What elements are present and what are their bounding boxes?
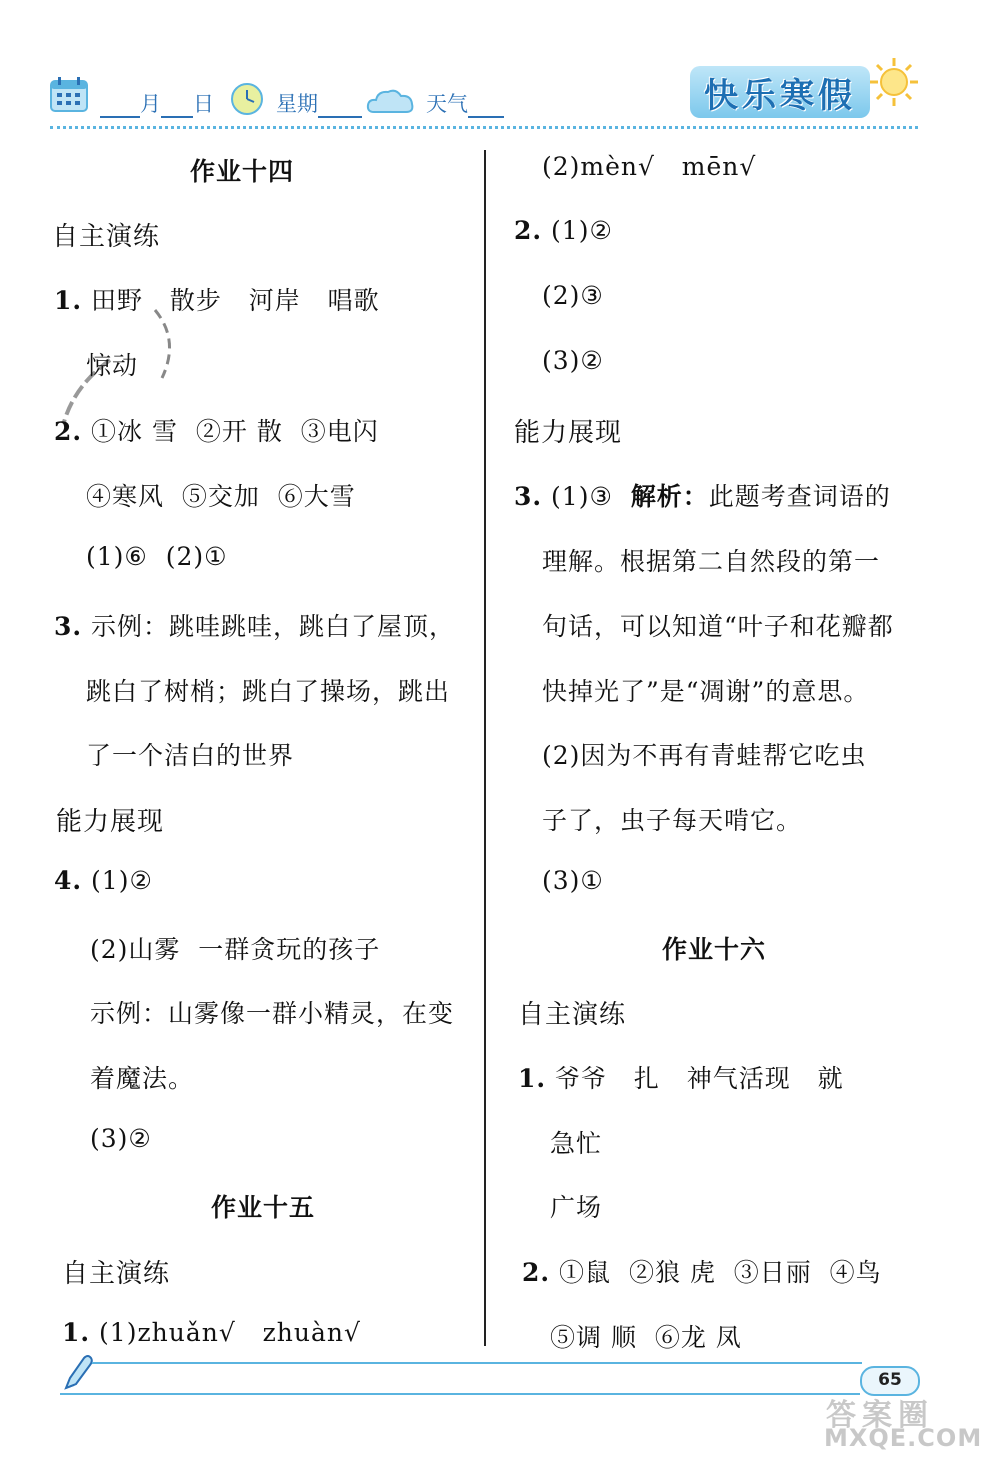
answer-text: 能力展现 bbox=[514, 418, 623, 448]
answer-text: 了一个洁白的世界 bbox=[86, 741, 295, 770]
brand-title: 快乐寒假 bbox=[690, 66, 870, 118]
section-heading bbox=[62, 1253, 170, 1290]
answer-text: 快掉光了”是“凋谢”的意思。 bbox=[542, 677, 870, 706]
answer-line bbox=[90, 930, 380, 966]
answer-text: 急忙 bbox=[550, 1129, 603, 1158]
answer-line bbox=[54, 866, 153, 895]
weekday-field bbox=[276, 88, 362, 118]
answer-line bbox=[542, 801, 802, 837]
answer-text: 着魔法。 bbox=[90, 1064, 195, 1093]
answer-text: 作业十五 bbox=[210, 1193, 315, 1222]
calendar-icon bbox=[50, 76, 88, 112]
footer-line bbox=[60, 1393, 860, 1395]
answer-text: (2)山雾 一群贪玩的孩子 bbox=[90, 935, 381, 964]
weather-field bbox=[426, 88, 504, 118]
answer-text: 示例：山雾像一群小精灵，在变 bbox=[90, 999, 455, 1028]
analysis-label: 解析： bbox=[630, 482, 709, 511]
answer-text: 示例：跳哇跳哇，跳白了屋顶， bbox=[82, 612, 456, 641]
answer-line bbox=[62, 1318, 361, 1347]
answer-text: 作业十六 bbox=[661, 935, 766, 964]
section-heading bbox=[52, 216, 160, 253]
answer-text: 田野 散步 河岸 唱歌 bbox=[82, 286, 380, 315]
answer-line bbox=[522, 1253, 882, 1289]
answer-text: (1)② bbox=[542, 216, 613, 245]
answer-text: (1)② bbox=[82, 866, 153, 895]
answer-text: 广场 bbox=[550, 1193, 603, 1222]
answer-text: 能力展现 bbox=[56, 807, 165, 837]
answer-text: (3)② bbox=[90, 1124, 152, 1153]
answer-line bbox=[90, 994, 454, 1030]
answer-text: (2)mèn√ mēn√ bbox=[542, 152, 757, 181]
watermark-url: MXQE.COM bbox=[824, 1424, 983, 1452]
question-number: 3. bbox=[514, 482, 543, 511]
section-heading bbox=[514, 412, 622, 449]
answer-line bbox=[54, 607, 455, 643]
answer-text: 跳白了树梢；跳白了操场，跳出 bbox=[86, 677, 451, 706]
question-number: 2. bbox=[514, 216, 543, 245]
section-heading bbox=[56, 801, 164, 838]
clock-icon bbox=[230, 82, 264, 116]
answer-text: (1)zhuǎn√ zhuàn√ bbox=[90, 1318, 361, 1347]
answer-text: 此题考查词语的 bbox=[708, 482, 891, 511]
answer-line bbox=[86, 346, 138, 382]
question-number: 1. bbox=[62, 1318, 91, 1347]
header-divider bbox=[50, 126, 918, 129]
answer-text: 自主演练 bbox=[52, 222, 161, 252]
answer-text: 爷爷 扎 神气活现 就 bbox=[546, 1064, 844, 1093]
answer-line bbox=[542, 736, 866, 772]
answer-text: ①鼠 ②狼 虎 ③日丽 ④鸟 bbox=[550, 1258, 882, 1287]
answer-text: ①冰 雪 ②开 散 ③电闪 bbox=[82, 417, 379, 446]
footer-line bbox=[92, 1362, 862, 1364]
answer-text: 子了，虫子每天啃它。 bbox=[542, 806, 803, 835]
day-label: 日 bbox=[193, 92, 214, 116]
answer-line bbox=[514, 477, 891, 513]
weekday-label: 星期 bbox=[276, 92, 318, 116]
question-number: 4. bbox=[54, 866, 83, 895]
question-number: 2. bbox=[522, 1258, 551, 1287]
answer-line bbox=[542, 607, 894, 643]
month-label: 月 bbox=[140, 92, 161, 116]
answer-text: (3)② bbox=[542, 346, 604, 375]
assignment-heading bbox=[0, 1188, 526, 1224]
assignment-heading bbox=[0, 152, 484, 188]
answer-line bbox=[542, 672, 869, 708]
question-number: 1. bbox=[518, 1064, 547, 1093]
column-divider bbox=[484, 150, 486, 1346]
answer-text: (2)③ bbox=[542, 281, 604, 310]
page-header bbox=[0, 0, 1000, 135]
weather-label: 天气 bbox=[426, 92, 468, 116]
watermark-logo: 答案圈 bbox=[826, 1398, 934, 1433]
page-number: 65 bbox=[860, 1366, 920, 1396]
answer-line bbox=[550, 1124, 602, 1160]
answer-text: 惊动 bbox=[86, 351, 139, 380]
answer-line bbox=[542, 346, 604, 375]
answer-line bbox=[542, 281, 604, 310]
answer-line bbox=[542, 866, 604, 895]
answer-text: 理解。根据第二自然段的第一 bbox=[542, 547, 881, 576]
answer-text: (2)因为不再有青蛙帮它吃虫 bbox=[542, 741, 867, 770]
pen-icon bbox=[60, 1352, 94, 1392]
answer-text: (1)⑥ (2)① bbox=[86, 542, 228, 571]
answer-line bbox=[542, 152, 756, 181]
question-number: 1. bbox=[54, 286, 83, 315]
answer-line bbox=[86, 542, 228, 571]
cloud-icon bbox=[366, 86, 416, 116]
section-heading bbox=[518, 994, 626, 1031]
answer-text: ⑤调 顺 ⑥龙 凤 bbox=[550, 1323, 742, 1352]
answer-text: ④寒风 ⑤交加 ⑥大雪 bbox=[86, 482, 356, 511]
watermark bbox=[820, 1390, 996, 1454]
answer-text: (1)③ bbox=[542, 482, 631, 511]
answer-line bbox=[90, 1124, 152, 1153]
answer-line bbox=[514, 216, 613, 245]
sun-icon bbox=[868, 56, 920, 108]
answer-text: 句话，可以知道“叶子和花瓣都 bbox=[542, 612, 894, 641]
question-number: 2. bbox=[54, 417, 83, 446]
answer-text: (3)① bbox=[542, 866, 604, 895]
answer-line bbox=[550, 1188, 602, 1224]
question-number: 3. bbox=[54, 612, 83, 641]
date-month-field bbox=[100, 88, 214, 118]
answer-line bbox=[86, 736, 294, 772]
answer-line bbox=[86, 477, 356, 513]
answer-line bbox=[54, 412, 379, 448]
answer-line bbox=[54, 281, 380, 317]
answer-line bbox=[542, 542, 880, 578]
answer-text: 自主演练 bbox=[518, 1000, 627, 1030]
answer-text: 自主演练 bbox=[62, 1259, 171, 1289]
answer-line bbox=[518, 1059, 844, 1095]
answer-line bbox=[90, 1059, 194, 1095]
assignment-heading bbox=[486, 930, 942, 966]
answer-text: 作业十四 bbox=[189, 157, 294, 186]
answer-line bbox=[86, 672, 450, 708]
